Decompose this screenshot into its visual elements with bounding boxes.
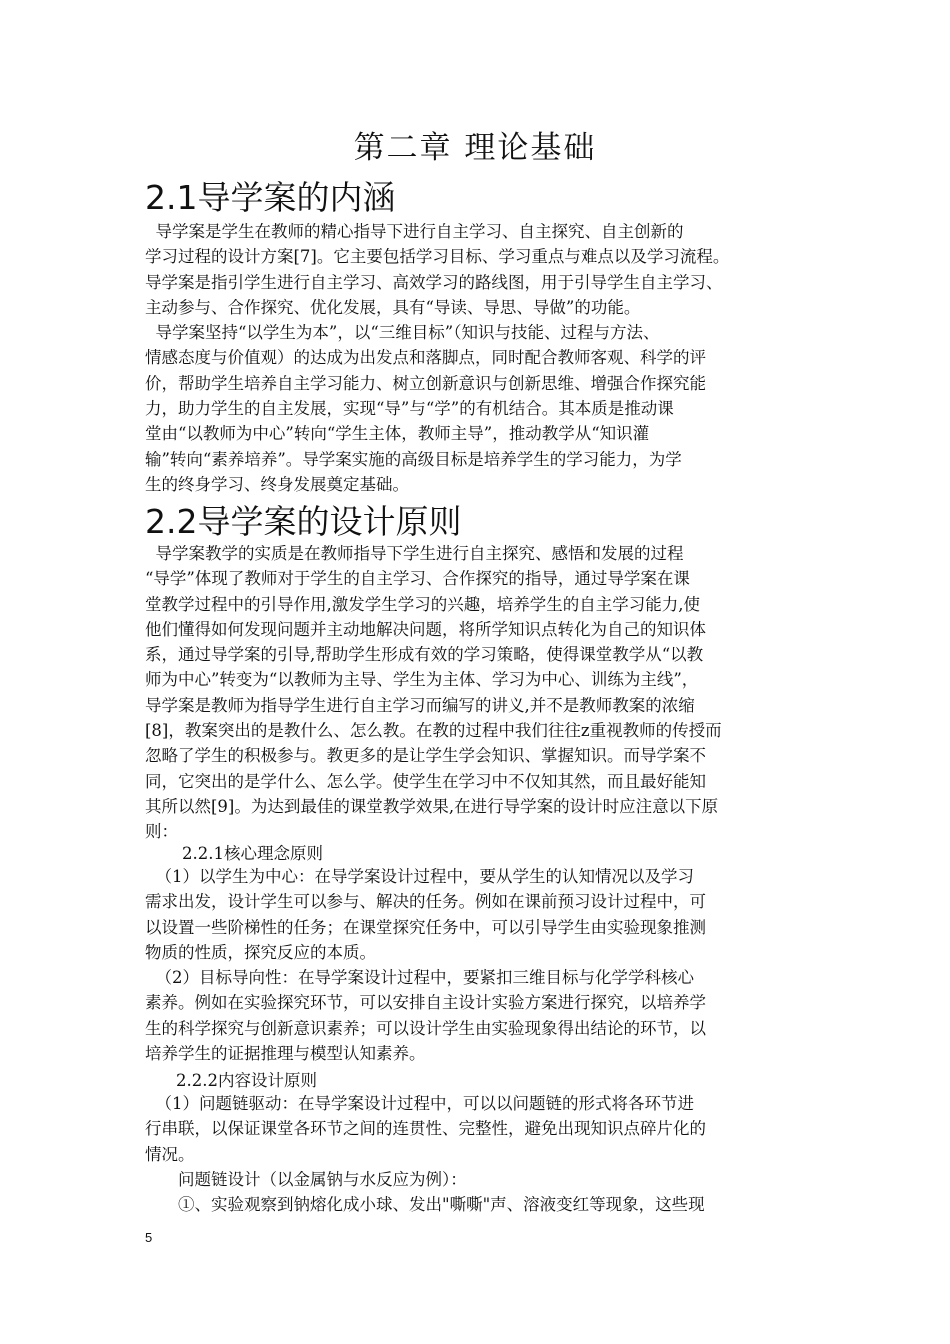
paragraph-line: 其所以然[9]。为达到最佳的课堂教学效果,在进行导学案的设计时应注意以下原: [145, 796, 719, 816]
paragraph-line: 物质的性质，探究反应的本质。: [145, 942, 376, 962]
paragraph-line: 导学案坚持“以学生为本”，以“三维目标”（知识与技能、过程与方法、: [145, 323, 660, 343]
paragraph-line: 系，通过导学案的引导,帮助学生形成有效的学习策略，使得课堂教学从“以教: [145, 645, 704, 665]
paragraph-line: ①、实验观察到钠熔化成小球、发出"嘶嘶"声、溶液变红等现象，这些现: [178, 1195, 705, 1215]
paragraph-line: [8]，教案突出的是教什么、怎么教。在教的过程中我们往往z重视教师的传授而: [145, 721, 722, 741]
paragraph-line: 力，助力学生的自主发展，实现“导”与“学”的有机结合。其本质是推动课: [145, 399, 674, 419]
paragraph-line: 导学案教学的实质是在教师指导下学生进行自主探究、感悟和发展的过程: [145, 544, 684, 563]
section-heading-2-1: 2.1导学案的内涵: [145, 178, 396, 217]
paragraph-line: 导学案是指引学生进行自主学习、高效学习的路线图，用于引导学生自主学习、: [145, 272, 723, 292]
chapter-title: 第二章 理论基础: [353, 130, 597, 166]
page-number: 5: [145, 1230, 153, 1245]
paragraph-line: 输”转向“素养培养”。导学案实施的高级目标是培养学生的学习能力，为学: [145, 449, 682, 469]
section-2-1-body: [145, 219, 810, 497]
paragraph-line: 生的终身学习、终身发展奠定基础。: [145, 474, 409, 494]
section-2-2-body: [145, 541, 810, 845]
paragraph-line: 堂教学过程中的引导作用,激发学生学习的兴趣，培养学生的自主学习能力,使: [145, 594, 700, 614]
subsection-heading-2-2-1: 2.2.1核心理念原则: [182, 844, 323, 863]
paragraph-line: 主动参与、合作探究、优化发展，具有“导读、导思、导做”的功能。: [145, 297, 641, 317]
paragraph-line: 问题链设计（以金属钠与水反应为例）：: [178, 1169, 467, 1189]
paragraph-line: 则：: [145, 822, 178, 842]
paragraph-line: 价，帮助学生培养自主学习能力、树立创新意识与创新思维、增强合作探究能: [145, 373, 706, 393]
paragraph-line: 忽略了学生的积极参与。教更多的是让学生学会知识、掌握知识。而导学案不: [145, 746, 706, 766]
paragraph-line: 他们懂得如何发现问题并主动地解决问题，将所学知识点转化为自己的知识体: [145, 619, 706, 639]
paragraph-line: 行串联，以保证课堂各环节之间的连贯性、完整性，避免出现知识点碎片化的: [145, 1119, 706, 1139]
paragraph-line: 培养学生的证据推理与模型认知素养。: [145, 1044, 426, 1064]
paragraph-line: （1）问题链驱动：在导学案设计过程中，可以以问题链的形式将各环节进: [145, 1094, 694, 1113]
paragraph-line: 同，它突出的是学什么、怎么学。使学生在学习中不仅知其然，而且最好能知: [145, 771, 706, 791]
subsection-heading-2-2-2: 2.2.2内容设计原则: [176, 1071, 317, 1090]
paragraph-line: 学习过程的设计方案[7]。它主要包括学习目标、学习重点与难点以及学习流程。: [145, 247, 730, 267]
paragraph-line: 以设置一些阶梯性的任务；在课堂探究任务中，可以引导学生由实验现象推测: [145, 917, 706, 937]
paragraph-line: 导学案是教师为指导学生进行自主学习而编写的讲义,并不是教师教案的浓缩: [145, 695, 695, 715]
paragraph-line: “导学”体现了教师对于学生的自主学习、合作探究的指导，通过导学案在课: [145, 569, 690, 589]
subsection-2-2-2-body: [145, 1091, 810, 1217]
paragraph-line: （1）以学生为中心：在导学案设计过程中，要从学生的认知情况以及学习: [145, 867, 694, 886]
paragraph-line: 素养。例如在实验探究环节，可以安排自主设计实验方案进行探究，以培养学: [145, 993, 706, 1013]
paragraph-line: 情况。: [145, 1144, 195, 1164]
section-heading-2-2: 2.2导学案的设计原则: [145, 502, 462, 541]
paragraph-line: 情感态度与价值观）的达成为出发点和落脚点，同时配合教师客观、科学的评: [145, 348, 706, 368]
subsection-2-2-1-body: [145, 864, 810, 1066]
paragraph-line: 需求出发，设计学生可以参与、解决的任务。例如在课前预习设计过程中，可: [145, 892, 706, 912]
paragraph-line: 堂由“以教师为中心”转向“学生主体，教师主导”，推动教学从“知识灌: [145, 424, 650, 444]
paragraph-line: 师为中心”转变为“以教师为主导、学生为主体、学习为中心、训练为主线”，: [145, 670, 699, 690]
paragraph-line: （2）目标导向性：在导学案设计过程中，要紧扣三维目标与化学学科核心: [145, 968, 694, 988]
paragraph-line: 生的科学探究与创新意识素养；可以设计学生由实验现象得出结论的环节，以: [145, 1018, 706, 1038]
paragraph-line: 导学案是学生在教师的精心指导下进行自主学习、自主探究、自主创新的: [145, 222, 684, 241]
